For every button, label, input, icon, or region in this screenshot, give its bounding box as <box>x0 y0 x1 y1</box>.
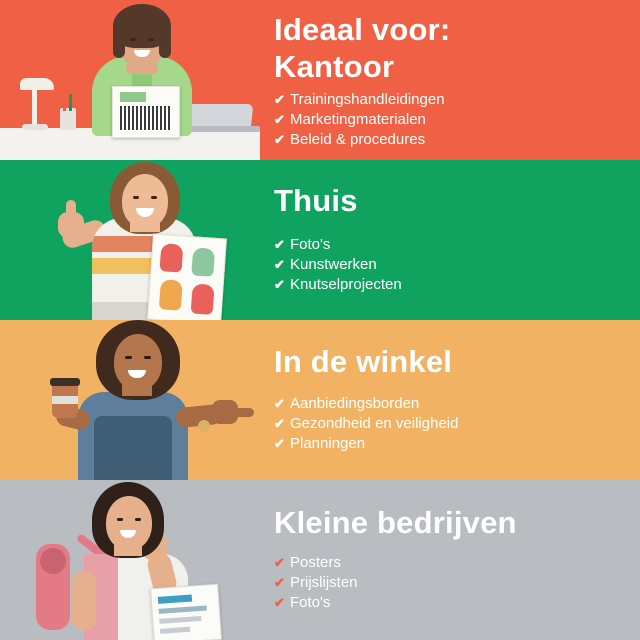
lamp-shade <box>20 78 54 90</box>
list-item <box>274 235 640 255</box>
handprint <box>159 243 183 272</box>
index-finger <box>232 408 254 417</box>
section-in-de-winkel <box>0 320 640 480</box>
eye-left <box>117 518 123 521</box>
section-kleine-bedrijven <box>0 480 640 640</box>
check-icon: ✔ <box>274 575 285 591</box>
list-item-label: Gezondheid en veiligheid <box>290 415 459 433</box>
document-barcode <box>120 106 170 130</box>
list-item-label: Marketingmaterialen <box>290 111 426 129</box>
pen <box>69 94 72 111</box>
face <box>106 496 152 550</box>
apron <box>94 416 172 480</box>
poster-kicker: Ideaal voor: <box>274 12 451 48</box>
eye-right <box>148 38 154 41</box>
neck <box>122 384 152 396</box>
eye-left <box>133 196 139 199</box>
wristwatch <box>198 420 210 432</box>
flyer-line <box>158 595 192 604</box>
arm-left <box>72 572 96 630</box>
bullet-list <box>274 394 640 454</box>
list-item-label: Posters <box>290 554 341 572</box>
hair-side-left <box>113 28 125 58</box>
check-icon: ✔ <box>274 92 285 108</box>
text-kantoor <box>260 10 640 150</box>
eye-right <box>144 356 151 359</box>
check-icon: ✔ <box>274 257 285 273</box>
handprint <box>191 247 215 276</box>
list-item <box>274 553 640 573</box>
section-heading: Thuis <box>274 182 358 218</box>
check-icon: ✔ <box>274 416 285 432</box>
bullet-list <box>274 235 640 295</box>
text-thuis <box>260 182 640 295</box>
list-item-label: Planningen <box>290 435 366 453</box>
flyer-line <box>159 616 201 624</box>
check-icon: ✔ <box>274 112 285 128</box>
list-item <box>274 90 640 110</box>
list-item-label: Trainingshandleidingen <box>290 91 445 109</box>
section-thuis <box>0 160 640 320</box>
check-icon: ✔ <box>274 595 285 611</box>
list-item-label: Knutselprojecten <box>290 276 402 294</box>
face <box>122 174 168 228</box>
list-item-label: Prijslijsten <box>290 574 358 592</box>
list-item <box>274 130 640 150</box>
neck <box>126 64 158 74</box>
lamp-foot <box>22 124 48 130</box>
pen-cup <box>60 108 76 130</box>
cup-lid <box>50 378 80 386</box>
bullet-list <box>274 90 640 150</box>
photo-thuis <box>0 160 260 320</box>
eye-left <box>130 38 136 41</box>
document-logo <box>120 92 146 102</box>
text-kleine-bedrijven <box>260 504 640 613</box>
face <box>114 334 162 390</box>
list-item-label: Foto's <box>290 236 331 254</box>
list-item-label: Foto's <box>290 594 331 612</box>
check-icon: ✔ <box>274 436 285 452</box>
pen <box>63 97 66 111</box>
photo-winkel <box>0 320 260 480</box>
text-winkel <box>260 343 640 454</box>
section-heading: Kleine bedrijven <box>274 504 517 540</box>
check-icon: ✔ <box>274 132 285 148</box>
list-item <box>274 414 640 434</box>
list-item <box>274 593 640 613</box>
check-icon: ✔ <box>274 555 285 571</box>
hair-side-right <box>159 28 171 58</box>
check-icon: ✔ <box>274 396 285 412</box>
thumb <box>66 200 76 218</box>
section-kantoor <box>0 0 640 160</box>
neck <box>114 544 142 556</box>
section-heading: In de winkel <box>274 343 453 379</box>
section-heading: Kantoor <box>274 48 395 84</box>
footprint <box>159 279 183 310</box>
cup-sleeve <box>52 396 78 404</box>
flyer-sheet <box>150 584 222 640</box>
photo-kleine-bedrijven <box>0 480 260 640</box>
lamp-stem <box>32 84 37 128</box>
list-item <box>274 110 640 130</box>
check-icon: ✔ <box>274 277 285 293</box>
photo-kantoor <box>0 0 260 160</box>
list-item <box>274 573 640 593</box>
check-icon: ✔ <box>274 237 285 253</box>
list-item <box>274 394 640 414</box>
list-item-label: Kunstwerken <box>290 256 377 274</box>
list-item-label: Beleid & procedures <box>290 131 426 149</box>
artwork-sheet <box>147 234 227 320</box>
bullet-list <box>274 553 640 613</box>
eye-right <box>135 518 141 521</box>
list-item <box>274 255 640 275</box>
flyer-line <box>160 627 190 634</box>
list-item <box>274 434 640 454</box>
list-item-label: Aanbiedingsborden <box>290 395 420 413</box>
footprint <box>191 283 215 314</box>
flyer-line <box>159 606 207 614</box>
list-item <box>274 275 640 295</box>
yoga-mat-end <box>40 548 66 574</box>
eye-right <box>151 196 157 199</box>
eye-left <box>125 356 132 359</box>
neck <box>130 222 160 232</box>
